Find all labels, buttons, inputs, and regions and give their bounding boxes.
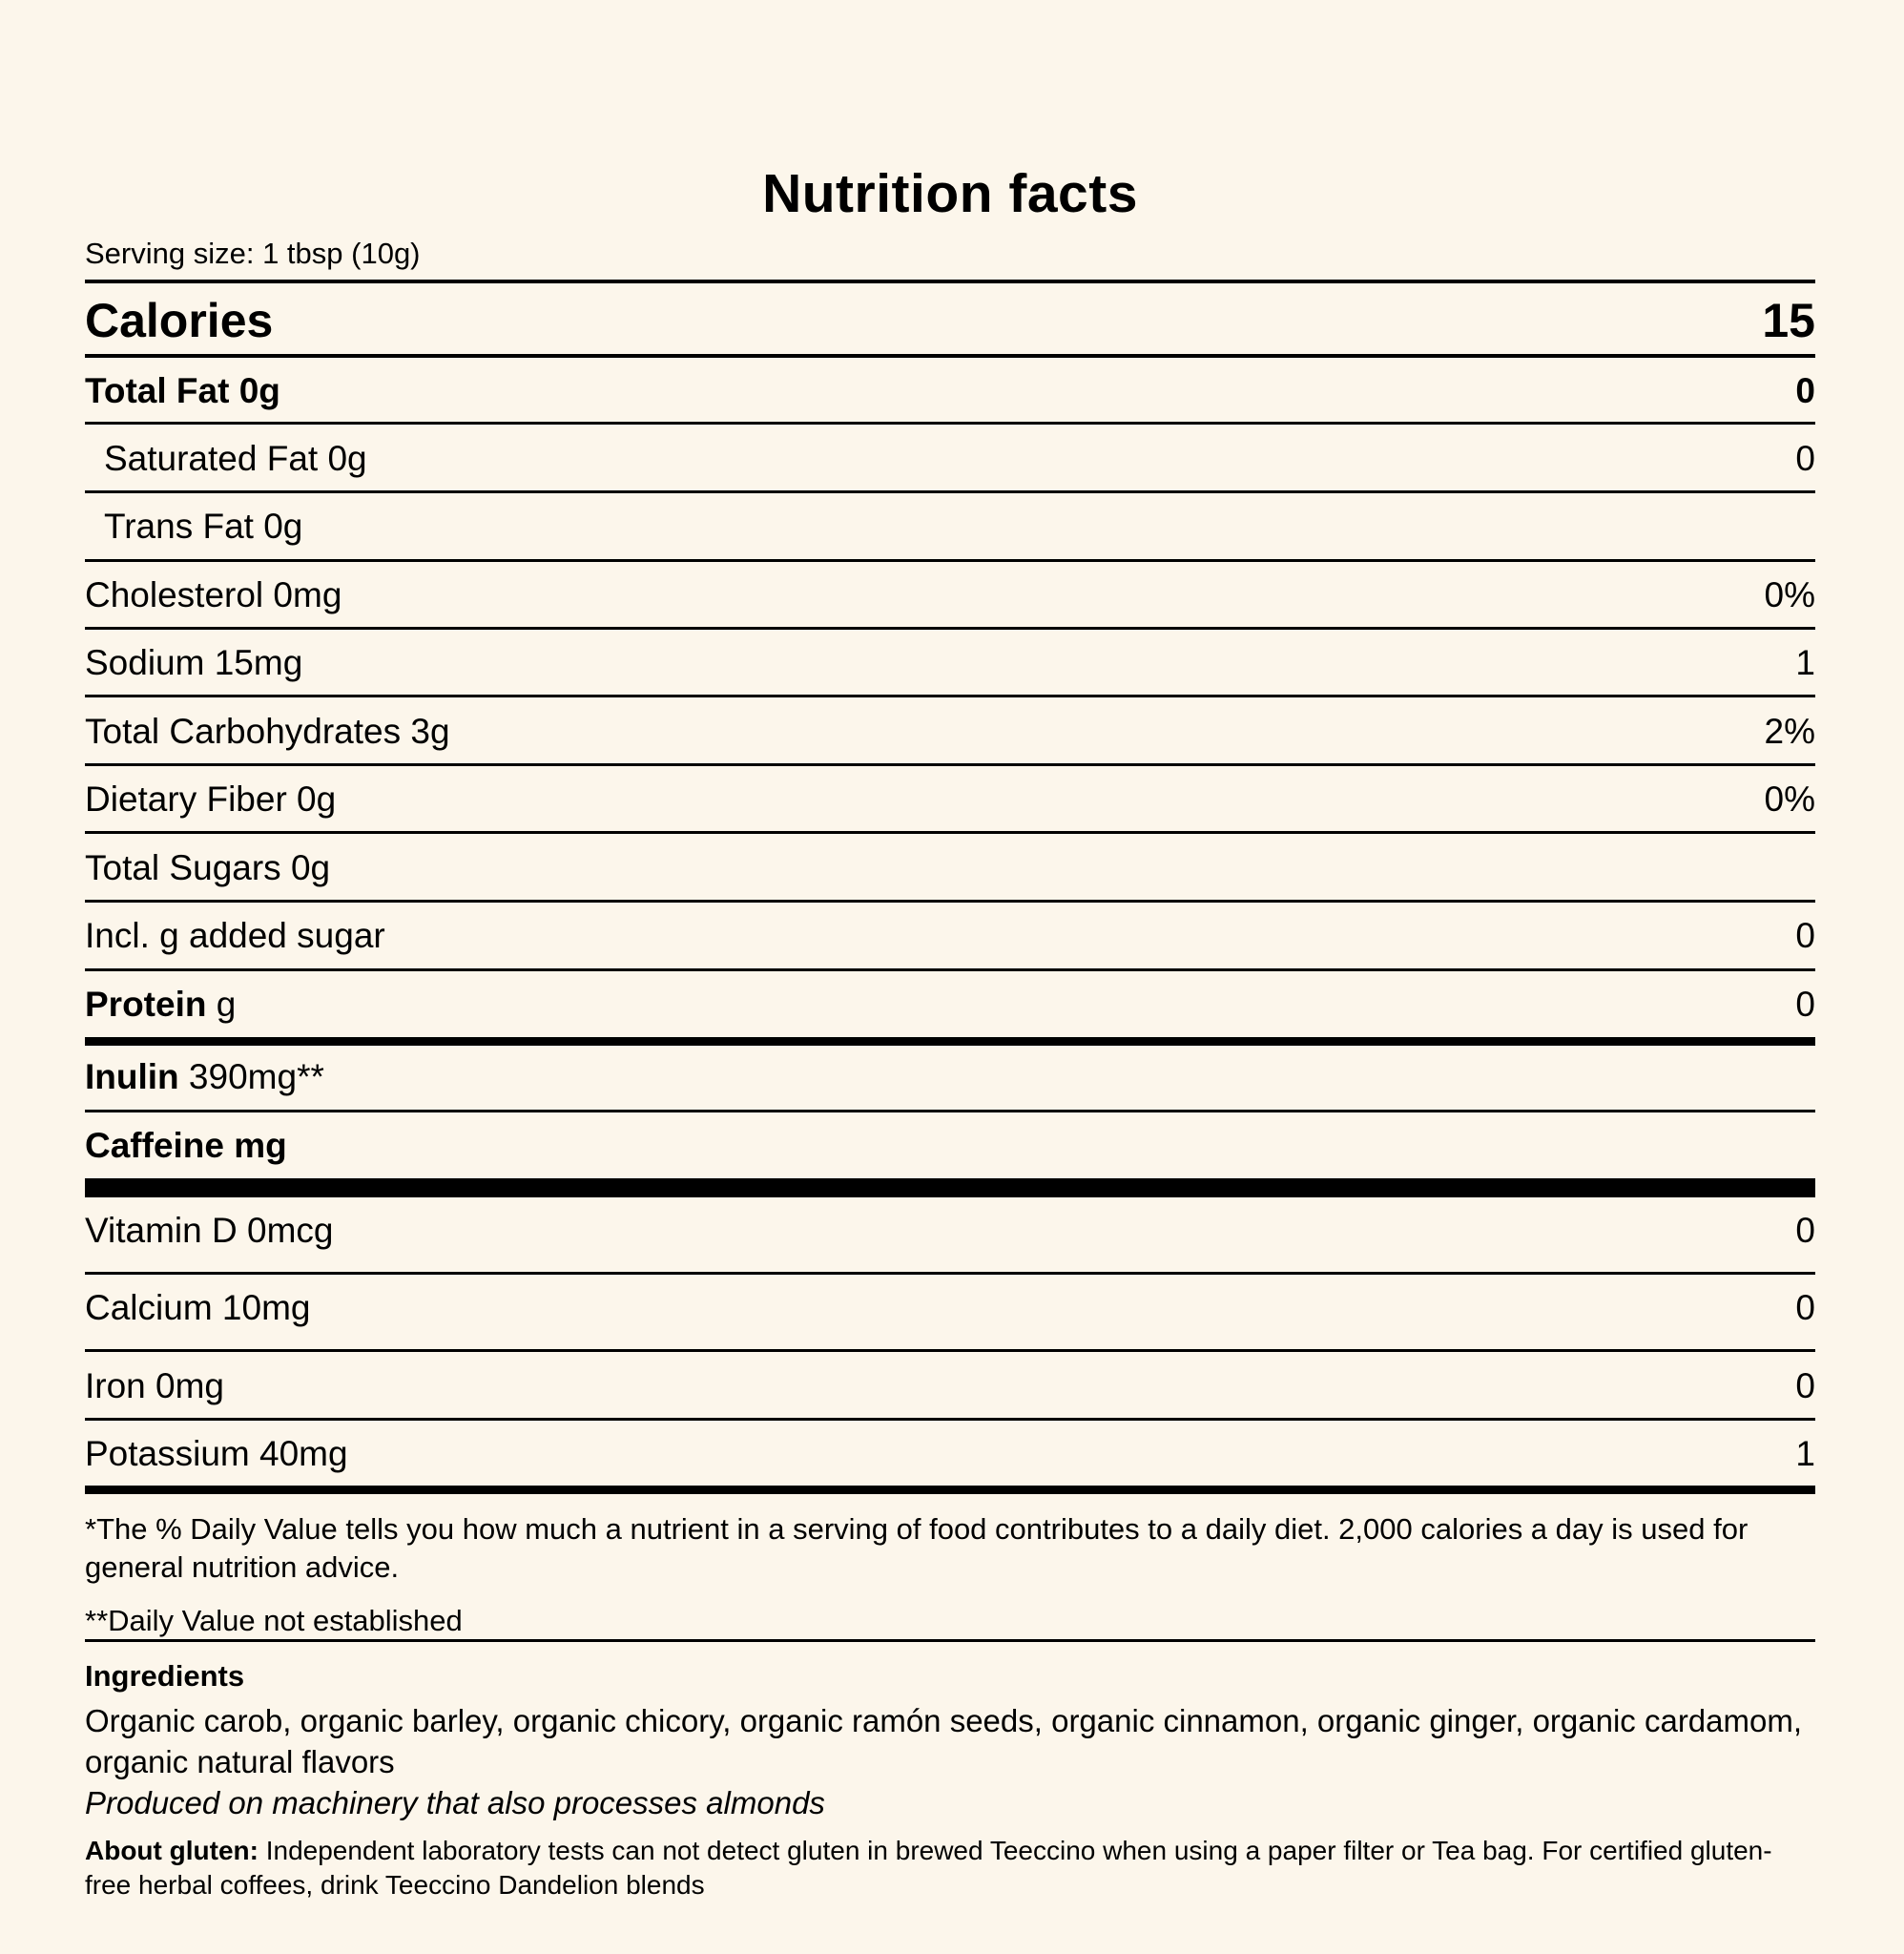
nutrient-row-carbohydrates bbox=[85, 705, 1815, 759]
nutrient-label: Caffeine mg bbox=[85, 1126, 287, 1165]
vitamin-row-vitamin-d bbox=[85, 1204, 1815, 1258]
nutrient-value: 0 bbox=[1795, 439, 1815, 478]
divider bbox=[85, 695, 1815, 697]
ingredients-list: Organic carob, organic barley, organic chicory, organic ramón seeds, organic cinnamon, organic ginger, organic cardamom, organic natural flavors bbox=[85, 1703, 1803, 1779]
nutrient-label: Cholesterol 0mg bbox=[85, 575, 342, 614]
divider bbox=[85, 831, 1815, 834]
nutrient-row-dietary-fiber bbox=[85, 773, 1815, 826]
daily-value-footnote: *The % Daily Value tells you how much a nutrient in a serving of food contributes to a daily diet. 2,000 calories a day is used for general nutrition advice. bbox=[85, 1512, 1749, 1584]
nutrient-label: Dietary Fiber 0g bbox=[85, 780, 337, 819]
nutrient-row-added-sugar bbox=[85, 909, 1815, 963]
nutrient-value: 1 bbox=[1795, 1434, 1815, 1473]
nutrient-value: 0% bbox=[1764, 575, 1815, 614]
serving-size: Serving size: 1 tbsp (10g) bbox=[85, 237, 421, 270]
divider bbox=[85, 490, 1815, 493]
not-established-footnote: **Daily Value not established bbox=[85, 1604, 463, 1637]
calories-row bbox=[85, 290, 1815, 351]
nutrient-row-protein bbox=[85, 978, 1815, 1031]
divider bbox=[85, 422, 1815, 425]
nutrient-row-cholesterol bbox=[85, 569, 1815, 622]
thick-divider bbox=[85, 1037, 1815, 1046]
vitamin-row-iron bbox=[85, 1360, 1815, 1413]
divider bbox=[85, 1349, 1815, 1352]
nutrient-label-bold: Protein bbox=[85, 985, 207, 1024]
gluten-label: About gluten: bbox=[85, 1836, 259, 1865]
divider bbox=[85, 1272, 1815, 1275]
vitamin-row-calcium bbox=[85, 1281, 1815, 1335]
nutrient-value: 0 bbox=[1795, 1211, 1815, 1250]
nutrient-value: 1 bbox=[1795, 643, 1815, 682]
divider bbox=[85, 1639, 1815, 1642]
nutrient-row-sodium bbox=[85, 636, 1815, 690]
divider bbox=[85, 900, 1815, 903]
divider bbox=[85, 763, 1815, 766]
nutrient-label: Trans Fat 0g bbox=[104, 507, 303, 546]
calories-value: 15 bbox=[1762, 294, 1815, 347]
nutrient-label: Total Carbohydrates 3g bbox=[85, 712, 450, 751]
nutrient-label: Calcium 10mg bbox=[85, 1288, 311, 1327]
thick-divider bbox=[85, 1486, 1815, 1494]
nutrient-label: Sodium 15mg bbox=[85, 643, 303, 682]
nutrient-value: 0 bbox=[1795, 985, 1815, 1024]
thick-divider bbox=[85, 1178, 1815, 1197]
page-title: Nutrition facts bbox=[762, 163, 1138, 224]
calories-label: Calories bbox=[85, 294, 274, 347]
divider bbox=[85, 968, 1815, 971]
divider bbox=[85, 559, 1815, 562]
vitamin-row-potassium bbox=[85, 1427, 1815, 1481]
nutrient-value: 0 bbox=[1795, 371, 1815, 410]
divider bbox=[85, 280, 1815, 283]
nutrient-value: 0 bbox=[1795, 1366, 1815, 1405]
nutrient-value: 2% bbox=[1764, 712, 1815, 751]
allergen-note: Produced on machinery that also processes almonds bbox=[85, 1785, 825, 1820]
nutrient-label bbox=[85, 1057, 324, 1097]
gluten-note bbox=[85, 1834, 1815, 1902]
divider bbox=[85, 1418, 1815, 1421]
gluten-text: Independent laboratory tests can not detect gluten in brewed Teeccino when using a paper filter or Tea bag. For certified gluten-free herbal coffees, drink Teeccino Dandelion blends bbox=[85, 1836, 1772, 1900]
nutrient-label: Potassium 40mg bbox=[85, 1434, 348, 1473]
nutrient-label: Iron 0mg bbox=[85, 1366, 225, 1405]
nutrient-value: 0% bbox=[1764, 780, 1815, 819]
nutrient-value: 0 bbox=[1795, 1288, 1815, 1327]
divider bbox=[85, 1110, 1815, 1112]
nutrient-row-inulin bbox=[85, 1050, 1815, 1104]
nutrient-label: Vitamin D 0mcg bbox=[85, 1211, 334, 1250]
nutrient-row-total-fat bbox=[85, 364, 1815, 418]
nutrient-row-caffeine bbox=[85, 1119, 1815, 1173]
nutrient-label-unit: 390mg** bbox=[178, 1057, 324, 1096]
nutrient-label-unit: g bbox=[206, 985, 237, 1024]
ingredients-heading: Ingredients bbox=[85, 1659, 245, 1693]
divider bbox=[85, 627, 1815, 630]
nutrient-row-trans-fat bbox=[85, 500, 1815, 553]
nutrient-label bbox=[85, 985, 236, 1025]
divider bbox=[85, 354, 1815, 358]
nutrient-row-total-sugars bbox=[85, 842, 1815, 895]
nutrient-label: Incl. g added sugar bbox=[85, 916, 385, 955]
nutrient-value: 0 bbox=[1795, 916, 1815, 955]
nutrient-label: Total Fat 0g bbox=[85, 371, 280, 410]
nutrient-label: Total Sugars 0g bbox=[85, 848, 331, 887]
nutrient-label: Saturated Fat 0g bbox=[104, 439, 367, 478]
nutrient-row-saturated-fat bbox=[85, 432, 1815, 486]
nutrient-label-bold: Inulin bbox=[85, 1057, 179, 1096]
